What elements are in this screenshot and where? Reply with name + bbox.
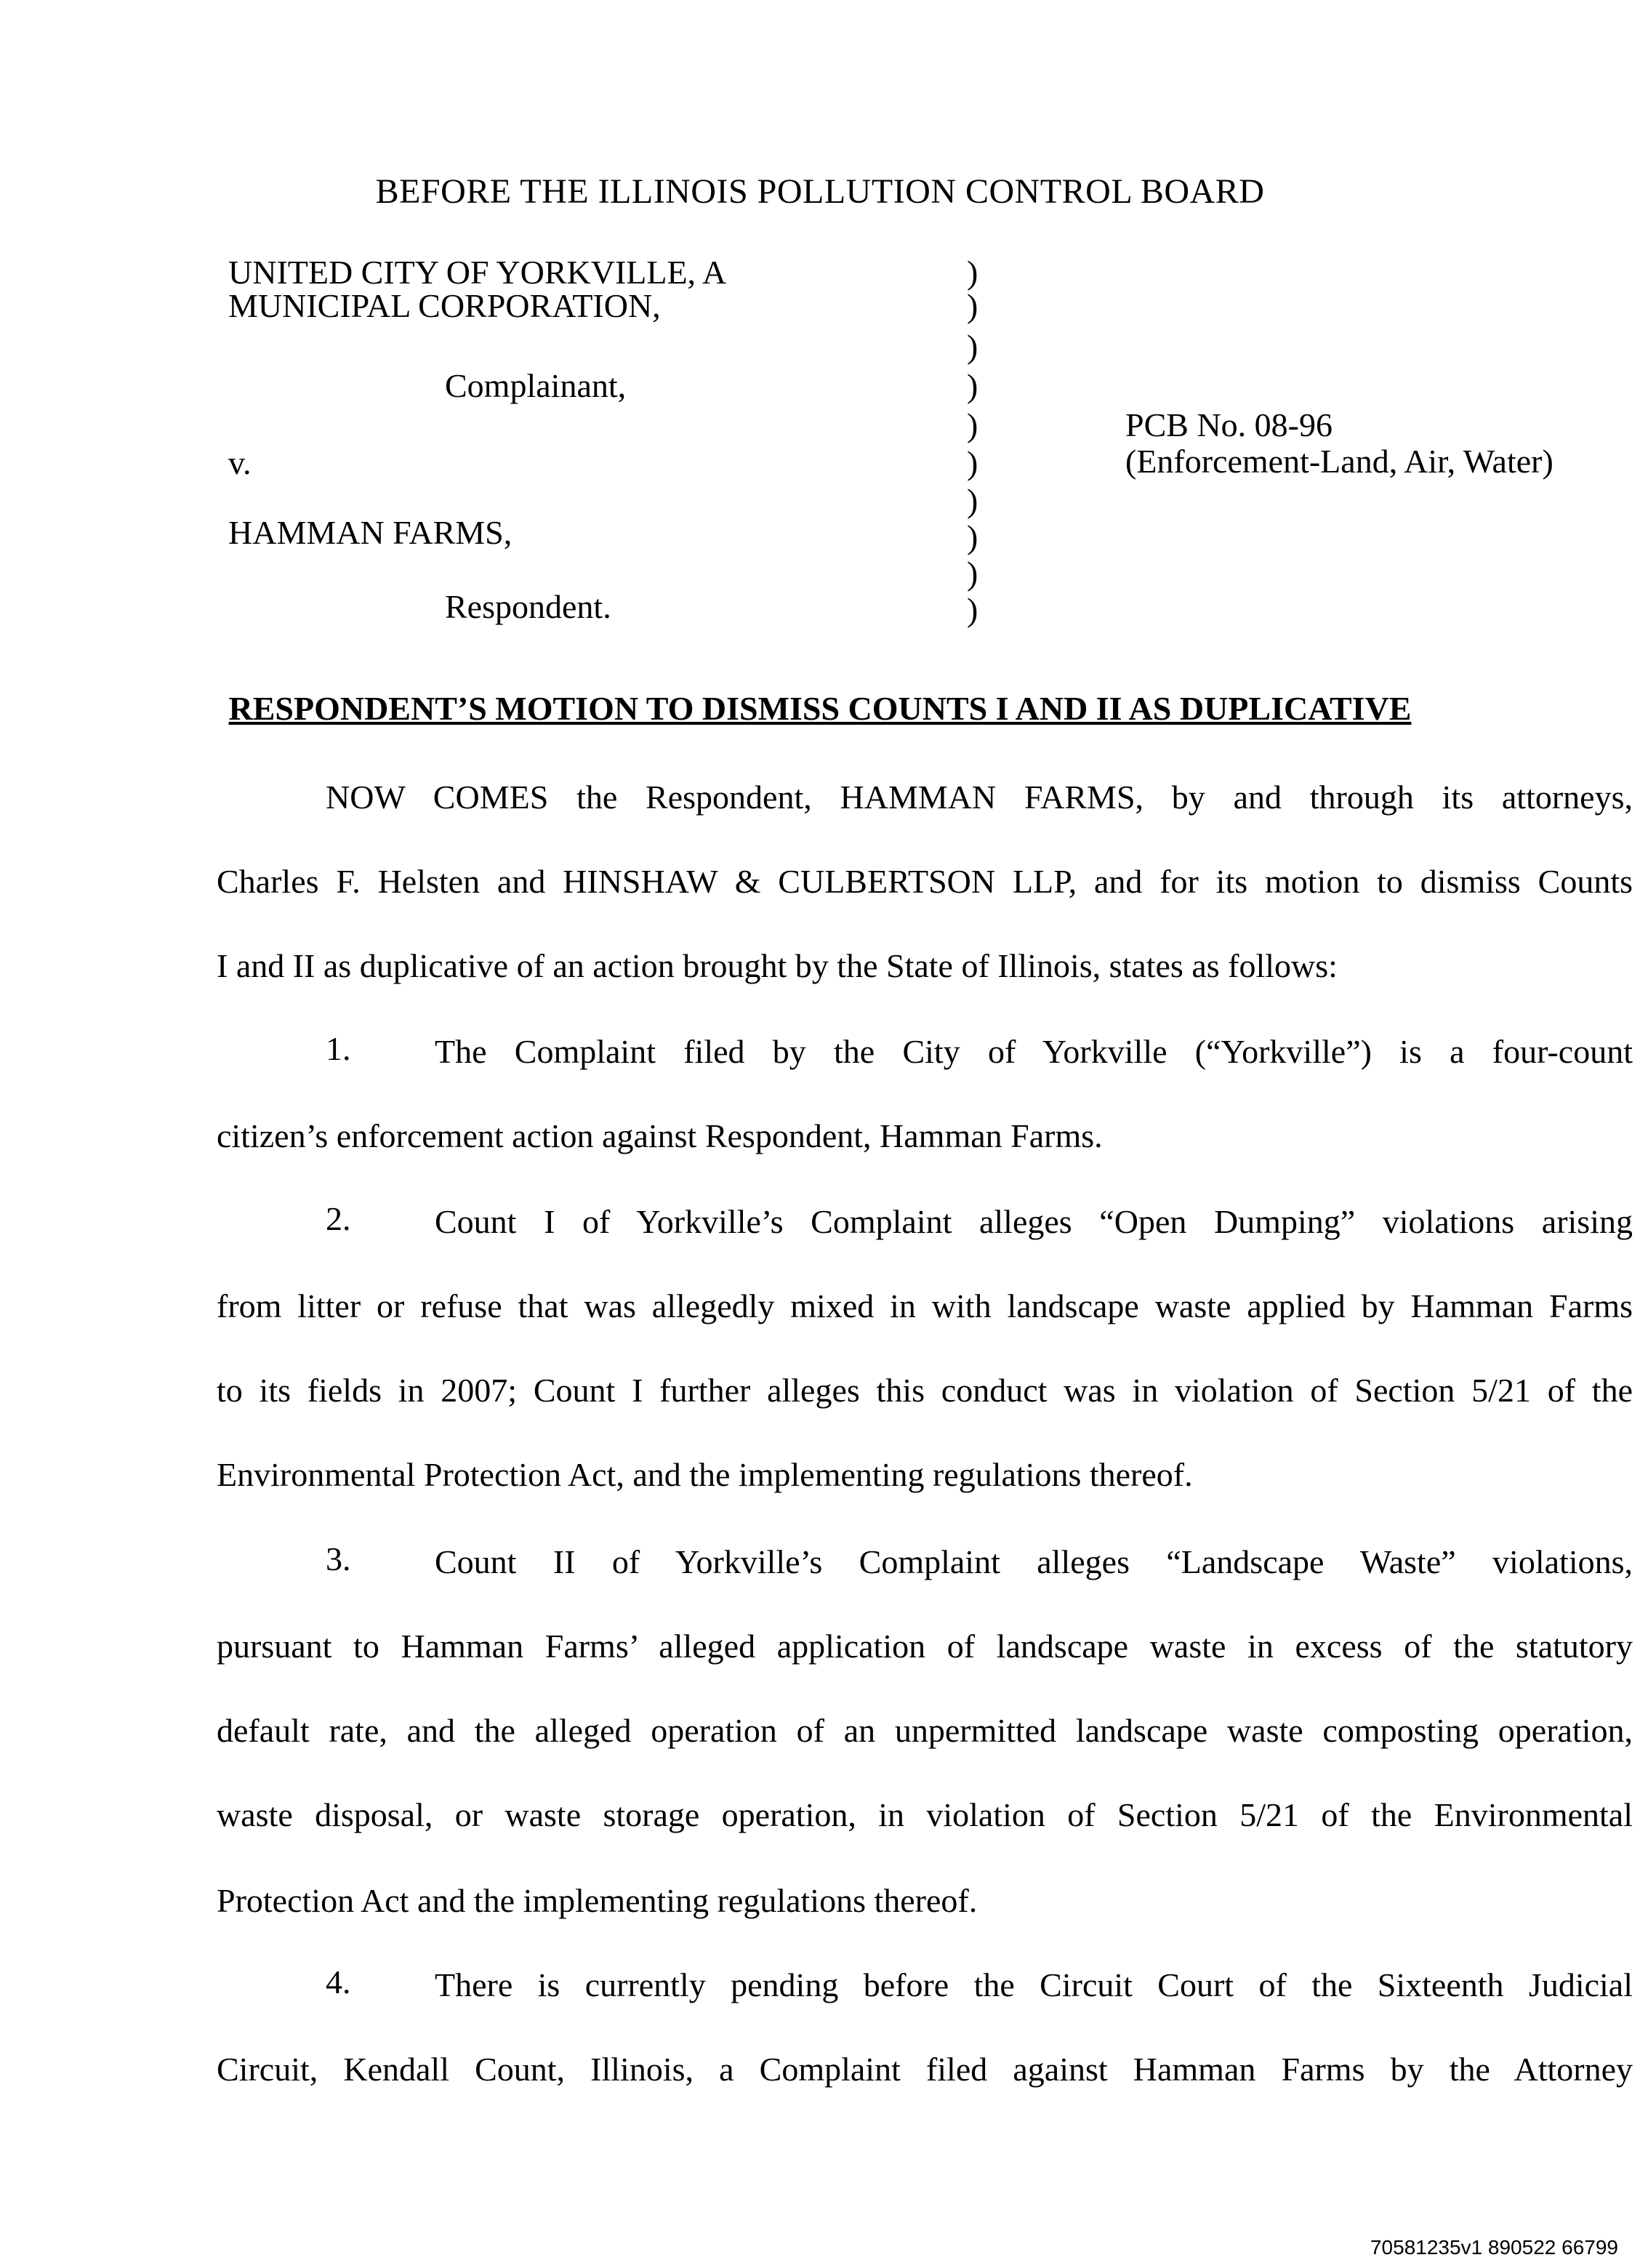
document-id: 70581235v1 890522 66799	[1370, 2236, 1618, 2259]
paragraph-line: Environmental Protection Act, and the implementing regulations thereof.	[217, 1456, 1193, 1493]
paragraph-line: pursuant to Hamman Farms’ alleged application of landscape waste in excess of the statutory	[217, 1628, 1633, 1665]
intro-line: NOW COMES the Respondent, HAMMAN FARMS, by and through its attorneys,	[326, 779, 1633, 816]
paragraph-line: Count II of Yorkville’s Complaint alleges “Landscape Waste” violations,	[435, 1543, 1633, 1580]
paragraph-line: citizen’s enforcement action against Respondent, Hamman Farms.	[217, 1117, 1103, 1154]
motion-title: RESPONDENT’S MOTION TO DISMISS COUNTS I AND II AS DUPLICATIVE	[228, 690, 1412, 727]
respondent-role: Respondent.	[445, 588, 611, 625]
caption-paren: )	[967, 254, 978, 291]
paragraph-line: Circuit, Kendall Count, Illinois, a Complaint filed against Hamman Farms by the Attorney	[217, 2051, 1633, 2088]
caption-paren: )	[967, 287, 978, 324]
caption-paren: )	[967, 482, 978, 519]
caption-paren: )	[967, 591, 978, 628]
complainant-name-line2: MUNICIPAL CORPORATION,	[228, 287, 661, 324]
caption-paren: )	[967, 367, 978, 404]
versus: v.	[228, 444, 252, 481]
caption-paren: )	[967, 444, 978, 481]
case-type: (Enforcement-Land, Air, Water)	[1125, 443, 1553, 480]
court-title: BEFORE THE ILLINOIS POLLUTION CONTROL BOARD	[375, 172, 1265, 211]
paragraph-line: There is currently pending before the Circuit Court of the Sixteenth Judicial	[435, 1966, 1633, 2003]
complainant-name-line1: UNITED CITY OF YORKVILLE, A	[228, 254, 727, 291]
respondent-name: HAMMAN FARMS,	[228, 514, 512, 551]
complainant-role: Complainant,	[445, 367, 627, 404]
caption-paren: )	[967, 518, 978, 555]
case-number: PCB No. 08-96	[1125, 406, 1332, 443]
paragraph-line: Count I of Yorkville’s Complaint alleges “Open Dumping” violations arising	[435, 1203, 1633, 1240]
paragraph-line: waste disposal, or waste storage operation, in violation of Section 5/21 of the Environmental	[217, 1796, 1633, 1833]
paragraph-number: 1.	[326, 1030, 351, 1067]
paragraph-line: default rate, and the alleged operation of an unpermitted landscape waste composting operation,	[217, 1712, 1633, 1749]
paragraph-line: Protection Act and the implementing regulations thereof.	[217, 1882, 978, 1919]
intro-line: I and II as duplicative of an action brought by the State of Illinois, states as follows:	[217, 947, 1338, 984]
paragraph-line: from litter or refuse that was allegedly mixed in with landscape waste applied by Hamman Farms	[217, 1287, 1633, 1324]
paragraph-line: The Complaint filed by the City of Yorkville (“Yorkville”) is a four-count	[435, 1033, 1633, 1070]
intro-line: Charles F. Helsten and HINSHAW & CULBERTSON LLP, and for its motion to dismiss Counts	[217, 863, 1633, 900]
caption-paren: )	[967, 328, 978, 365]
paragraph-line: to its fields in 2007; Count I further alleges this conduct was in violation of Section 5/21 of the	[217, 1372, 1633, 1409]
paragraph-number: 4.	[326, 1963, 351, 2000]
caption-paren: )	[967, 406, 978, 443]
paragraph-number: 2.	[326, 1200, 351, 1237]
paragraph-number: 3.	[326, 1540, 351, 1577]
caption-paren: )	[967, 555, 978, 592]
